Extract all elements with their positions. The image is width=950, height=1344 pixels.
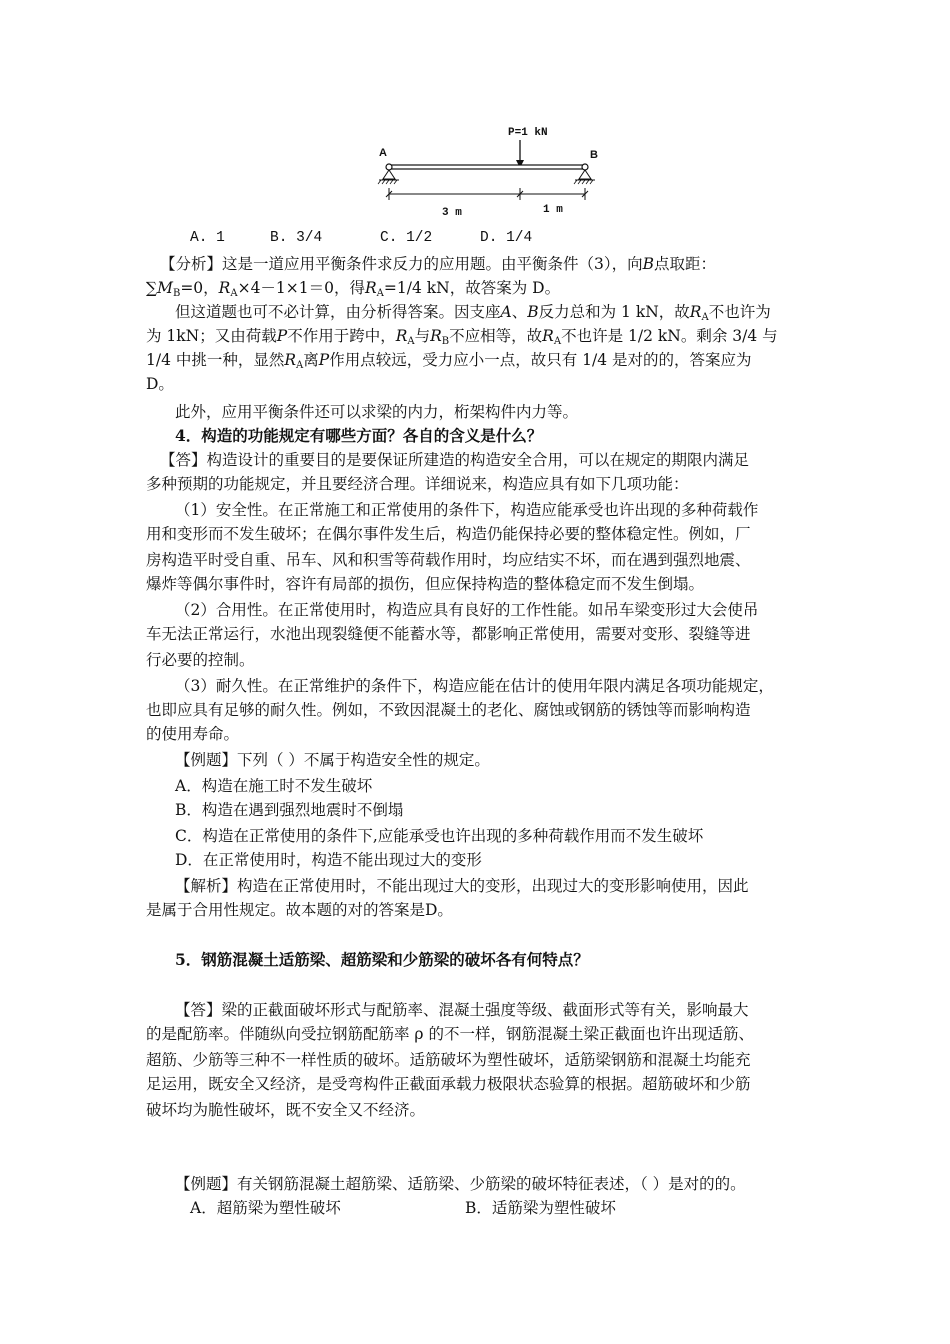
beam-diagram xyxy=(370,118,610,228)
q4-line-3: （1）安全性。在正常施工和正常使用的条件下，构造应能承受也许出现的多种荷载作 xyxy=(175,501,759,519)
load-label: P=1 kN xyxy=(508,127,548,139)
q4-line-6: 爆炸等偶尔事件时，容许有局部的损伤，但应保持构造的整体稳定而不发生倒塌。 xyxy=(146,575,705,593)
analysis-p3: 此外，应用平衡条件还可以求梁的内力，桁架构件内力等。 xyxy=(175,403,579,421)
q5-line-3: 超筋、少筋等三种不一样性质的破坏。适筋破坏为塑性破坏，适筋梁钢筋和混凝土均能充 xyxy=(146,1051,751,1069)
q3-options xyxy=(190,226,532,250)
q5-line-2: 的是配筋率。伴随纵向受拉钢筋配筋率 ρ 的不一样，钢筋混凝土梁正截面也许出现适筋、 xyxy=(146,1025,754,1043)
analysis-line-2: $\sum M_B=0$，$R_A\times 4-1\times 1=0$，得$R_A=1/4$ kN，故答案为 D。 xyxy=(146,279,561,299)
q4-line-10: （3）耐久性。在正常维护的条件下，构造应能在估计的使用年限内满足各项功能规定， xyxy=(175,677,774,695)
q3-option-c: C. 1/2 xyxy=(380,230,433,246)
q4-option-c: C．构造在正常使用的条件下,应能承受也许出现的多种荷载作用而不发生破坏 xyxy=(175,827,704,845)
q5-title: 5．钢筋混凝土适筋梁、超筋梁和少筋梁的破坏各有何特点？ xyxy=(175,950,589,969)
support-b-hatch xyxy=(574,180,593,184)
q5-line-4: 足运用，既安全又经济，是受弯构件正截面承载力极限状态验算的根据。超筋破坏和少筋 xyxy=(146,1075,751,1093)
q4-line-1: 【答】构造设计的重要目的是要保证所建造的构造安全合用，可以在规定的期限内满足 xyxy=(160,451,750,469)
q5-example: 【例题】有关钢筋混凝土超筋梁、适筋梁、少筋梁的破坏特征表述，（ ）是对的的。 xyxy=(175,1175,746,1193)
q4-line-2: 多种预期的功能规定，并且要经济合理。详细说来，构造应具有如下几项功能： xyxy=(146,475,689,493)
q4-line-12: 的使用寿命。 xyxy=(146,725,240,743)
q4-example: 【例题】下列（ ）不属于构造安全性的规定。 xyxy=(175,751,490,769)
q4-explain-2: 是属于合用性规定。故本题的对的答案是D。 xyxy=(146,901,453,919)
q4-line-7: （2）合用性。在正常使用时，构造应具有良好的工作性能。如吊车梁变形过大会使吊 xyxy=(175,601,759,619)
q5-line-5: 破坏均为脆性破坏，既不安全又不经济。 xyxy=(146,1101,426,1119)
q3-option-b: B. 3/4 xyxy=(270,230,323,246)
q4-line-11: 也即应具有足够的耐久性。例如，不致因混凝土的老化、腐蚀或钢筋的锈蚀等而影响构造 xyxy=(146,701,751,719)
dim-left: 3 m xyxy=(442,207,462,219)
support-b-triangle xyxy=(579,170,591,179)
q3-option-a: A. 1 xyxy=(190,230,225,246)
analysis-p2-line-2: 为 1kN；又由荷载P不作用于跨中，$R_A$与$R_B$不应相等，故$R_A$不也许是 1/2 kN。剩余 3/4 与 xyxy=(146,327,778,347)
q5-option-b: B．适筋梁为塑性破坏 xyxy=(465,1199,616,1217)
analysis-line-1: 【分析】这是一道应用平衡条件求反力的应用题。由平衡条件（3），向B点取距： xyxy=(160,255,717,273)
support-b-label: B xyxy=(590,149,598,161)
beam xyxy=(389,165,585,169)
analysis-p2-line-1: 但这道题也可不必计算，由分析得答案。因支座A、B反力总和为 1 kN，故$R_A$不也许为 xyxy=(175,303,771,323)
q4-option-b: B．构造在遇到强烈地震时不倒塌 xyxy=(175,801,404,819)
q4-option-d: D．在正常使用时，构造不能出现过大的变形 xyxy=(175,851,482,869)
dim-right: 1 m xyxy=(543,204,563,216)
q5-line-1: 【答】梁的正截面破坏形式与配筋率、混凝土强度等级、截面形式等有关，影响最大 xyxy=(175,1001,749,1019)
q4-option-a: A．构造在施工时不发生破坏 xyxy=(175,777,373,795)
support-a-label: A xyxy=(379,147,387,159)
analysis-p2-line-4: D。 xyxy=(146,375,174,393)
q4-title: 4．构造的功能规定有哪些方面？各自的含义是什么？ xyxy=(175,426,543,445)
q4-line-8: 车无法正常运行，水池出现裂缝便不能蓄水等，都影响正常使用，需要对变形、裂缝等进 xyxy=(146,625,751,643)
q4-explain-1: 【解析】构造在正常使用时，不能出现过大的变形，出现过大的变形影响使用，因此 xyxy=(175,877,749,895)
support-a-triangle xyxy=(383,170,395,179)
q4-line-4: 用和变形而不发生破坏；在偶尔事件发生后，构造仍能保持必要的整体稳定性。例如，厂 xyxy=(146,525,751,543)
support-a-hatch xyxy=(378,180,397,184)
q5-option-a: A．超筋梁为塑性破坏 xyxy=(190,1199,341,1217)
q4-line-9: 行必要的控制。 xyxy=(146,651,255,669)
q4-line-5: 房构造平时受自重、吊车、风和积雪等荷载作用时，均应结实不坏，而在遇到强烈地震、 xyxy=(146,551,751,569)
analysis-p2-line-3: 1/4 中挑一种，显然$R_A$离P作用点较远，受力应小一点，故只有 1/4 是对的的，答案应为 xyxy=(146,351,752,371)
q3-option-d: D. 1/4 xyxy=(480,230,533,246)
